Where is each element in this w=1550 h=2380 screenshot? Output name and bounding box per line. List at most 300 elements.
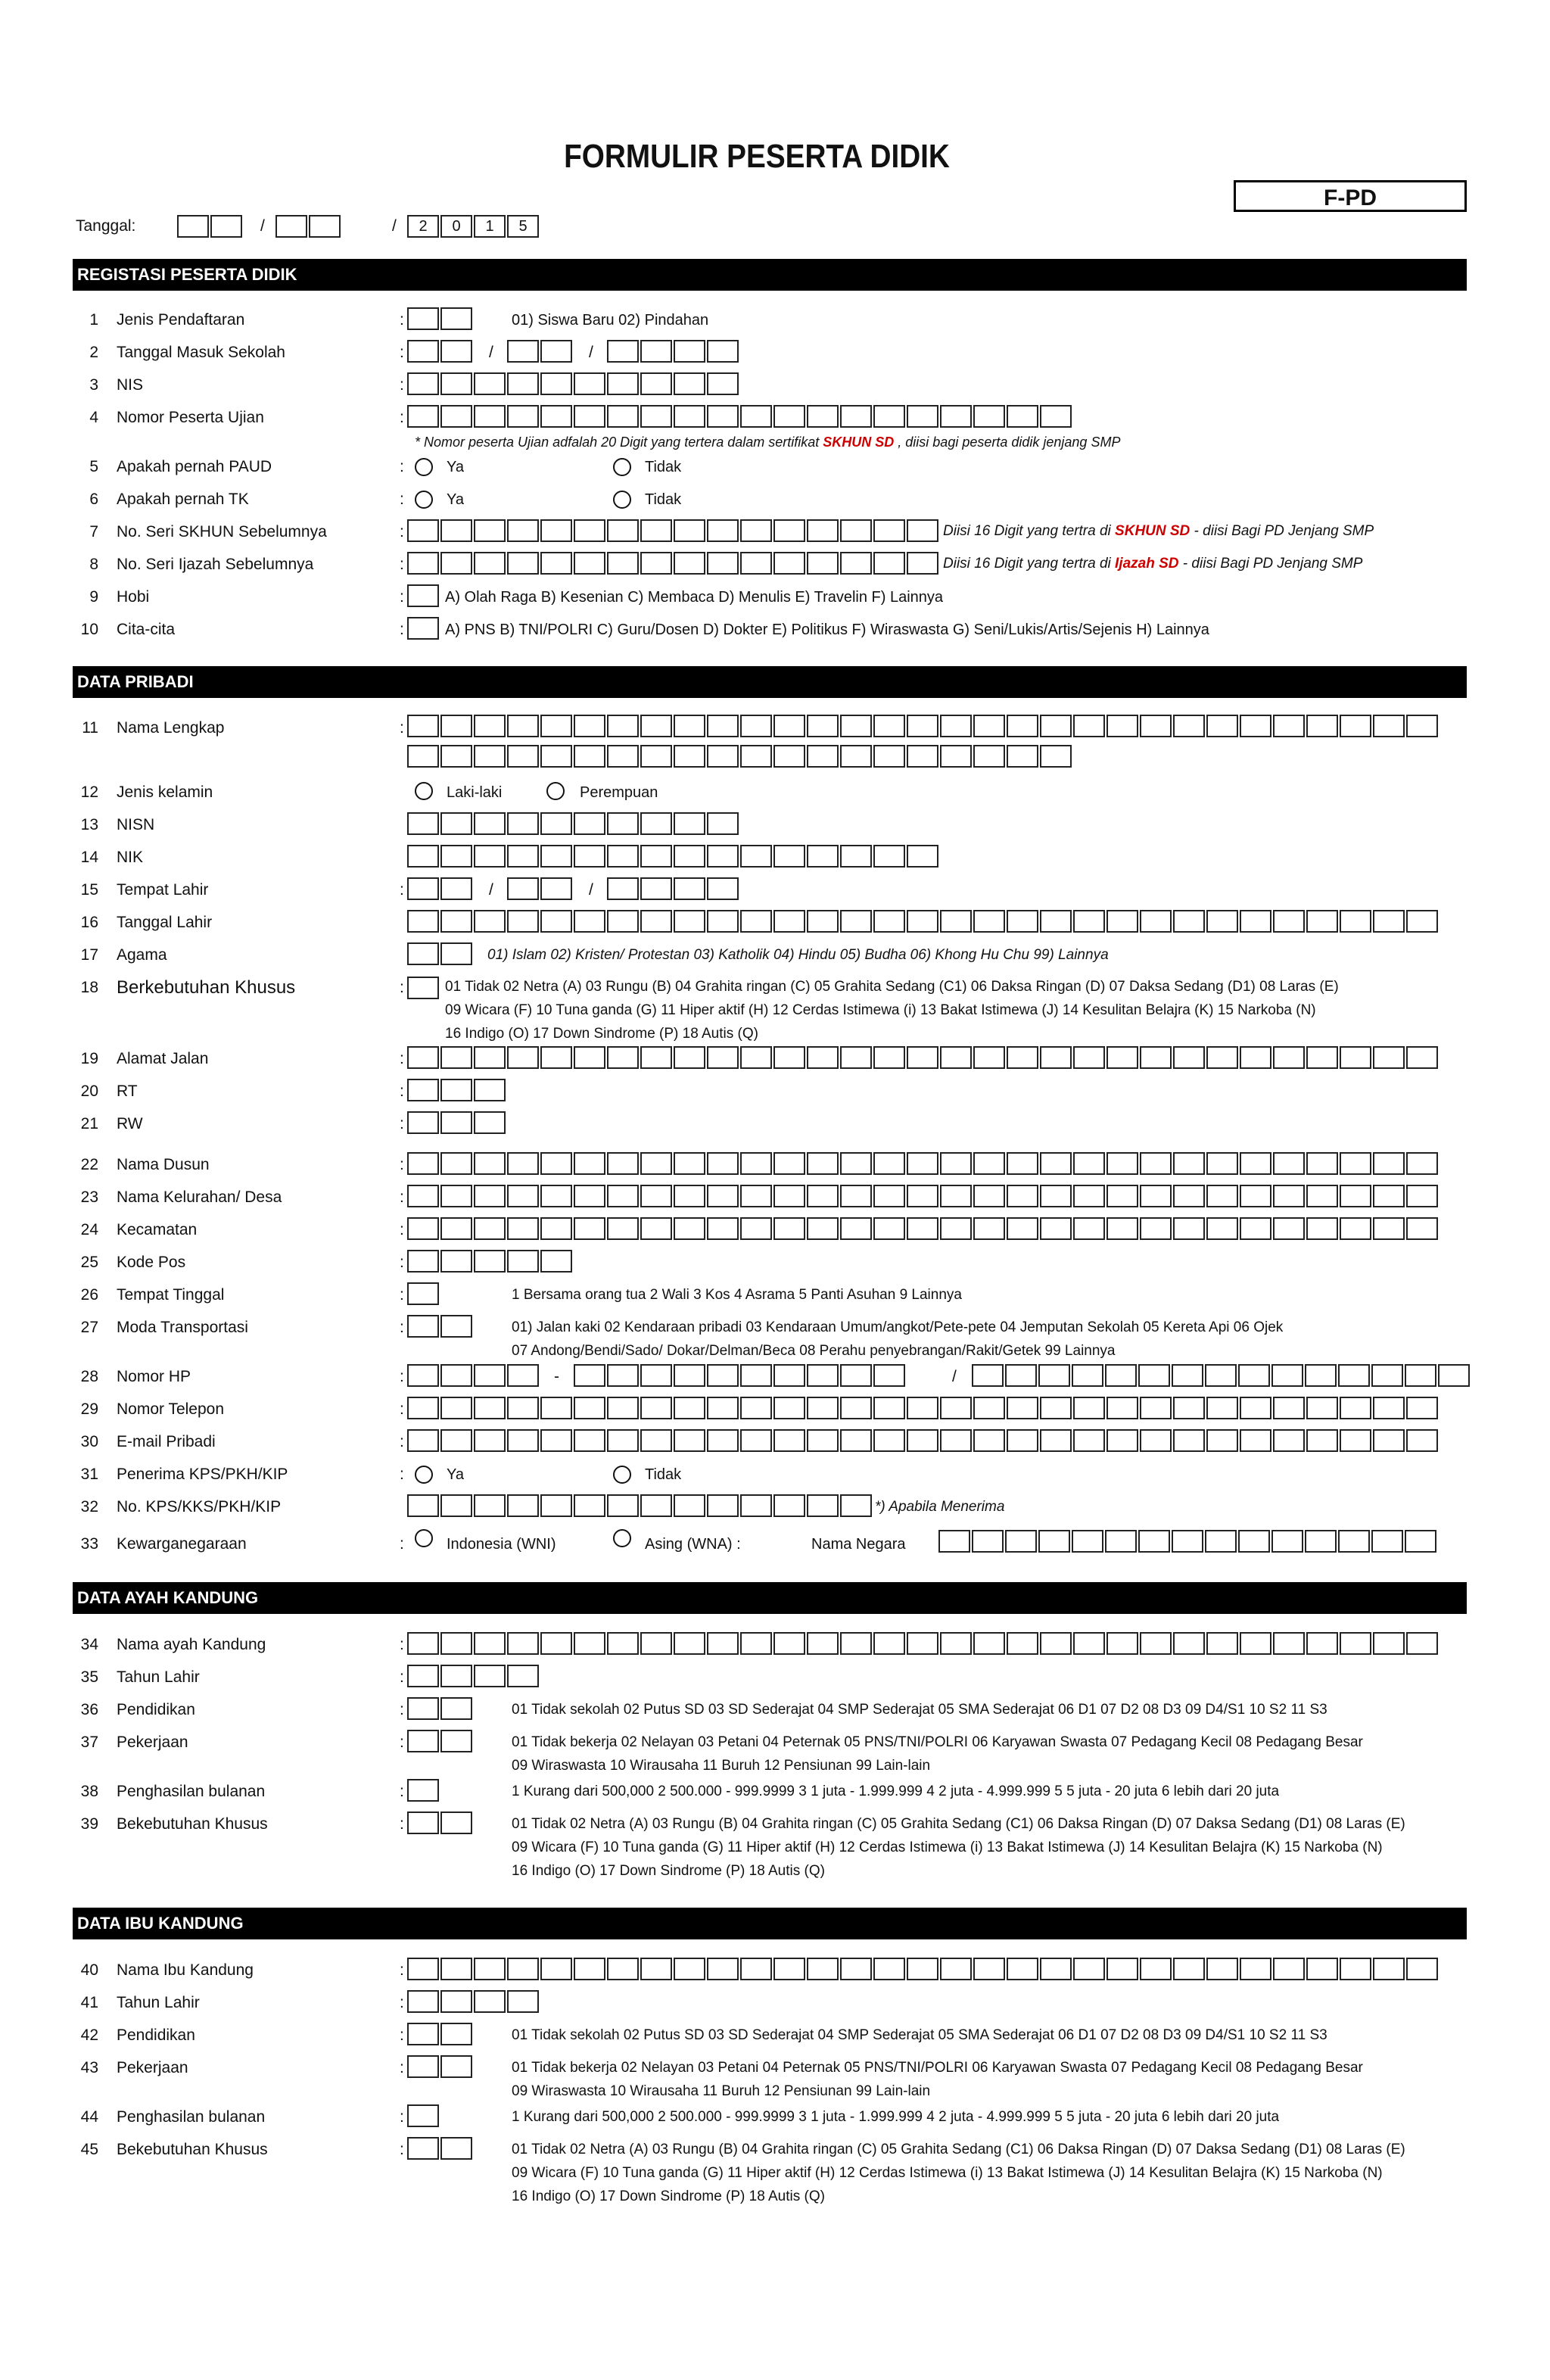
char-box[interactable] [440,877,472,900]
char-box[interactable] [973,1429,1005,1452]
char-box[interactable] [707,1632,739,1655]
char-box[interactable] [840,745,872,768]
char-box[interactable] [1073,1429,1105,1452]
alamat-boxes[interactable] [407,1046,1440,1069]
date-month-boxes[interactable] [275,215,342,238]
char-box[interactable] [707,405,739,428]
char-box[interactable] [474,1990,506,2013]
char-box[interactable] [707,1958,739,1980]
char-box[interactable] [1240,1185,1271,1207]
char-box[interactable] [1140,1217,1172,1240]
char-box[interactable] [1140,715,1172,737]
char-box[interactable] [1140,1958,1172,1980]
char-box[interactable] [1040,1185,1072,1207]
char-box[interactable] [1106,1397,1138,1419]
char-box[interactable] [907,1185,938,1207]
char-box[interactable] [474,372,506,395]
char-box[interactable] [740,552,772,575]
char-box[interactable] [1072,1530,1103,1553]
char-box[interactable] [1206,1152,1238,1175]
char-box[interactable] [440,372,472,395]
char-box[interactable] [807,845,839,868]
char-box[interactable] [507,845,539,868]
char-box[interactable] [407,745,439,768]
char-box[interactable] [1338,1364,1370,1387]
char-box[interactable] [1173,1429,1205,1452]
char-box[interactable] [407,812,439,835]
char-box[interactable] [1106,1958,1138,1980]
char-box[interactable] [574,519,605,542]
char-box[interactable] [773,1429,805,1452]
char-box[interactable] [1373,1958,1405,1980]
char-box[interactable] [507,1665,539,1687]
char-box[interactable] [640,405,672,428]
char-box[interactable] [1406,1217,1438,1240]
char-box[interactable] [707,1046,739,1069]
char-box[interactable] [1273,715,1305,737]
nama-negara-boxes[interactable] [938,1530,1438,1553]
char-box[interactable] [440,1185,472,1207]
char-box[interactable] [1240,1958,1271,1980]
char-box[interactable] [309,215,341,238]
char-box[interactable] [940,1397,972,1419]
char-box[interactable] [1073,1958,1105,1980]
char-box[interactable] [607,1429,639,1452]
char-box[interactable] [873,1152,905,1175]
char-box[interactable] [1238,1530,1270,1553]
char-box[interactable] [1406,1152,1438,1175]
kps-yes-radio[interactable] [415,1466,433,1484]
gender-female-radio[interactable] [546,782,565,800]
char-box[interactable] [1340,1152,1371,1175]
char-box[interactable] [973,405,1005,428]
char-box[interactable] [1373,910,1405,933]
char-box[interactable] [407,2137,439,2160]
char-box[interactable] [440,1429,472,1452]
date-year-boxes[interactable] [407,215,540,238]
char-box[interactable] [1306,1152,1338,1175]
char-box[interactable] [1206,1632,1238,1655]
char-box[interactable] [1140,1397,1172,1419]
char-box[interactable] [507,552,539,575]
char-box[interactable] [407,1185,439,1207]
char-box[interactable] [407,977,439,999]
char-box[interactable] [1405,1530,1436,1553]
char-box[interactable] [1240,1217,1271,1240]
char-box[interactable] [640,812,672,835]
char-box[interactable] [1140,1152,1172,1175]
char-box[interactable] [773,745,805,768]
char-box[interactable] [1072,1364,1103,1387]
char-box[interactable] [1007,715,1038,737]
char-box[interactable] [507,1494,539,1517]
char-box[interactable] [574,1632,605,1655]
nis-boxes[interactable] [407,372,740,395]
char-box[interactable] [840,1632,872,1655]
char-box[interactable] [1306,1217,1338,1240]
char-box[interactable] [1138,1364,1170,1387]
char-box[interactable] [1172,1364,1203,1387]
char-box[interactable] [1306,715,1338,737]
char-box[interactable] [407,1282,439,1305]
char-box[interactable] [840,1185,872,1207]
gender-male-radio[interactable] [415,782,433,800]
char-box[interactable] [574,1217,605,1240]
char-box[interactable] [407,1250,439,1273]
char-box[interactable] [807,1217,839,1240]
char-box[interactable] [474,405,506,428]
char-box[interactable] [507,1250,539,1273]
char-box[interactable] [474,845,506,868]
char-box[interactable] [440,2023,472,2045]
char-box[interactable] [1305,1364,1337,1387]
char-box[interactable] [177,215,209,238]
char-box[interactable] [574,845,605,868]
char-box[interactable] [607,1958,639,1980]
char-box[interactable] [707,1152,739,1175]
char-box[interactable] [507,715,539,737]
char-box[interactable] [407,372,439,395]
char-box[interactable] [540,519,572,542]
char-box[interactable] [740,1632,772,1655]
char-box[interactable] [840,1152,872,1175]
char-box[interactable] [540,1250,572,1273]
char-box[interactable] [674,1185,705,1207]
char-box[interactable] [474,1494,506,1517]
char-box[interactable] [907,519,938,542]
char-box[interactable] [873,519,905,542]
char-box[interactable] [607,1364,639,1387]
char-box[interactable] [607,552,639,575]
char-box[interactable] [1373,1217,1405,1240]
char-box[interactable] [1406,1046,1438,1069]
char-box[interactable] [1406,1397,1438,1419]
char-box[interactable] [607,845,639,868]
char-box[interactable] [740,1185,772,1207]
char-box[interactable] [540,405,572,428]
char-box[interactable] [773,1958,805,1980]
char-box[interactable] [773,1046,805,1069]
char-box[interactable] [674,1217,705,1240]
char-box[interactable] [807,745,839,768]
char-box[interactable] [873,715,905,737]
pendidikan-ibu-boxes[interactable] [407,2023,474,2045]
char-box[interactable] [773,552,805,575]
char-box[interactable] [1007,1397,1038,1419]
char-box[interactable] [574,1364,605,1387]
char-box[interactable] [674,340,705,363]
char-box[interactable] [940,1958,972,1980]
char-box[interactable] [807,1185,839,1207]
char-box[interactable] [1340,1217,1371,1240]
char-box[interactable] [674,1152,705,1175]
char-box[interactable] [1306,1397,1338,1419]
char-box[interactable] [773,845,805,868]
char-box[interactable] [407,1730,439,1752]
char-box[interactable] [1040,745,1072,768]
penghasilan-ibu-box[interactable] [407,2104,440,2127]
char-box[interactable] [474,812,506,835]
tempat-lahir-boxes-2[interactable] [507,877,574,900]
char-box[interactable] [1340,1046,1371,1069]
char-box[interactable] [907,910,938,933]
char-box[interactable] [474,1397,506,1419]
char-box[interactable] [507,1185,539,1207]
hp-alt-boxes[interactable] [972,1364,1471,1387]
char-box[interactable] [507,340,539,363]
char-box[interactable] [507,745,539,768]
char-box[interactable] [607,340,639,363]
char-box[interactable] [873,1958,905,1980]
char-box[interactable] [1373,1046,1405,1069]
char-box[interactable] [1306,1429,1338,1452]
char-box[interactable] [474,1364,506,1387]
char-box[interactable] [507,1429,539,1452]
char-box[interactable] [707,910,739,933]
char-box[interactable] [1273,1958,1305,1980]
char-box[interactable] [640,910,672,933]
tahun-lahir-ibu-boxes[interactable] [407,1990,540,2013]
kebutuhan-ayah-boxes[interactable] [407,1811,474,1834]
char-box[interactable] [1007,1217,1038,1240]
char-box[interactable] [1273,1185,1305,1207]
char-box[interactable] [773,1494,805,1517]
telepon-boxes[interactable] [407,1397,1440,1419]
tempat-lahir-boxes-3[interactable] [607,877,740,900]
char-box[interactable] [807,1152,839,1175]
char-box[interactable]: 5 [507,215,539,238]
char-box[interactable] [1306,1185,1338,1207]
char-box[interactable] [1173,1217,1205,1240]
char-box[interactable] [1007,1958,1038,1980]
char-box[interactable] [674,405,705,428]
char-box[interactable] [1306,1632,1338,1655]
char-box[interactable] [773,1397,805,1419]
char-box[interactable] [674,1429,705,1452]
char-box[interactable] [407,1632,439,1655]
char-box[interactable] [707,340,739,363]
char-box[interactable] [540,745,572,768]
paud-no-radio[interactable] [613,458,631,476]
char-box[interactable] [574,745,605,768]
char-box[interactable] [740,1429,772,1452]
char-box[interactable] [640,1958,672,1980]
char-box[interactable] [1406,715,1438,737]
char-box[interactable] [707,845,739,868]
char-box[interactable] [740,910,772,933]
char-box[interactable] [1073,1217,1105,1240]
char-box[interactable] [640,1632,672,1655]
char-box[interactable] [1040,1958,1072,1980]
char-box[interactable] [973,745,1005,768]
char-box[interactable] [407,1697,439,1720]
char-box[interactable] [607,1494,639,1517]
char-box[interactable] [1406,1429,1438,1452]
char-box[interactable] [440,1665,472,1687]
char-box[interactable] [674,1364,705,1387]
char-box[interactable] [540,812,572,835]
char-box[interactable] [1007,1632,1038,1655]
char-box[interactable] [607,1152,639,1175]
nama-lengkap-boxes-1[interactable] [407,715,1440,737]
char-box[interactable] [740,715,772,737]
char-box[interactable] [640,745,672,768]
char-box[interactable] [507,1397,539,1419]
char-box[interactable] [1373,1429,1405,1452]
char-box[interactable] [674,1046,705,1069]
char-box[interactable] [907,845,938,868]
char-box[interactable] [873,552,905,575]
char-box[interactable] [773,910,805,933]
char-box[interactable] [973,1397,1005,1419]
kps-no-radio[interactable] [613,1466,631,1484]
char-box[interactable]: 1 [474,215,506,238]
char-box[interactable] [973,910,1005,933]
char-box[interactable] [640,340,672,363]
char-box[interactable] [640,845,672,868]
dusun-boxes[interactable] [407,1152,1440,1175]
char-box[interactable] [1373,715,1405,737]
char-box[interactable] [574,910,605,933]
char-box[interactable] [1073,1397,1105,1419]
char-box[interactable] [773,1185,805,1207]
char-box[interactable] [607,877,639,900]
char-box[interactable] [407,1364,439,1387]
char-box[interactable] [740,1494,772,1517]
tempat-lahir-boxes-1[interactable] [407,877,474,900]
char-box[interactable] [607,1217,639,1240]
char-box[interactable] [1040,715,1072,737]
char-box[interactable] [607,910,639,933]
char-box[interactable] [1106,910,1138,933]
char-box[interactable] [440,1111,472,1134]
char-box[interactable] [940,745,972,768]
char-box[interactable] [707,812,739,835]
char-box[interactable] [640,1494,672,1517]
char-box[interactable] [1173,1397,1205,1419]
char-box[interactable] [707,745,739,768]
char-box[interactable] [640,877,672,900]
rw-boxes[interactable] [407,1111,507,1134]
tahun-lahir-ayah-boxes[interactable] [407,1665,540,1687]
char-box[interactable] [940,910,972,933]
char-box[interactable] [407,1079,439,1101]
char-box[interactable] [540,845,572,868]
char-box[interactable] [1271,1364,1303,1387]
char-box[interactable] [440,1697,472,1720]
char-box[interactable] [640,1364,672,1387]
char-box[interactable] [440,405,472,428]
char-box[interactable] [907,1958,938,1980]
char-box[interactable] [707,552,739,575]
char-box[interactable] [440,942,472,965]
char-box[interactable] [1273,910,1305,933]
char-box[interactable] [1007,1185,1038,1207]
char-box[interactable] [1005,1530,1037,1553]
char-box[interactable] [1206,1397,1238,1419]
char-box[interactable] [1106,1046,1138,1069]
char-box[interactable] [440,552,472,575]
char-box[interactable] [1205,1530,1237,1553]
hp-number-boxes[interactable] [574,1364,907,1387]
char-box[interactable] [507,1152,539,1175]
char-box[interactable] [540,877,572,900]
char-box[interactable] [740,1397,772,1419]
skhun-boxes[interactable] [407,519,940,542]
char-box[interactable] [1073,1632,1105,1655]
char-box[interactable] [540,1185,572,1207]
char-box[interactable] [1240,1152,1271,1175]
kecamatan-boxes[interactable] [407,1217,1440,1240]
char-box[interactable] [474,1250,506,1273]
char-box[interactable] [1206,910,1238,933]
char-box[interactable] [507,812,539,835]
char-box[interactable] [407,1217,439,1240]
char-box[interactable] [474,552,506,575]
char-box[interactable] [507,1046,539,1069]
char-box[interactable] [540,340,572,363]
char-box[interactable] [1406,910,1438,933]
char-box[interactable] [540,1632,572,1655]
char-box[interactable] [640,1217,672,1240]
char-box[interactable] [773,715,805,737]
char-box[interactable] [474,1665,506,1687]
char-box[interactable] [1340,1958,1371,1980]
char-box[interactable] [973,1958,1005,1980]
char-box[interactable] [507,1217,539,1240]
char-box[interactable] [1205,1364,1237,1387]
char-box[interactable] [807,715,839,737]
char-box[interactable] [840,1046,872,1069]
char-box[interactable] [1040,1429,1072,1452]
char-box[interactable] [873,1217,905,1240]
char-box[interactable] [574,1046,605,1069]
nisn-boxes[interactable] [407,812,740,835]
char-box[interactable] [1240,1429,1271,1452]
char-box[interactable] [1038,1364,1070,1387]
char-box[interactable] [740,1152,772,1175]
char-box[interactable] [640,1397,672,1419]
char-box[interactable] [1105,1364,1137,1387]
pendidikan-ayah-boxes[interactable] [407,1697,474,1720]
char-box[interactable] [907,405,938,428]
char-box[interactable] [840,552,872,575]
char-box[interactable] [707,372,739,395]
char-box[interactable] [840,519,872,542]
char-box[interactable] [1373,1632,1405,1655]
kps-number-boxes[interactable] [407,1494,873,1517]
char-box[interactable] [740,1217,772,1240]
char-box[interactable] [1305,1530,1337,1553]
char-box[interactable] [540,1958,572,1980]
char-box[interactable] [407,1990,439,2013]
char-box[interactable] [873,1632,905,1655]
char-box[interactable] [1340,1632,1371,1655]
char-box[interactable] [1340,715,1371,737]
char-box[interactable] [1040,1152,1072,1175]
char-box[interactable] [1273,1217,1305,1240]
char-box[interactable] [1438,1364,1470,1387]
char-box[interactable] [1405,1364,1436,1387]
tgl-masuk-day-boxes[interactable] [407,340,474,363]
char-box[interactable] [1238,1364,1270,1387]
char-box[interactable] [1140,910,1172,933]
char-box[interactable] [640,1046,672,1069]
char-box[interactable] [907,552,938,575]
char-box[interactable] [407,1397,439,1419]
char-box[interactable] [840,715,872,737]
char-box[interactable] [1240,910,1271,933]
